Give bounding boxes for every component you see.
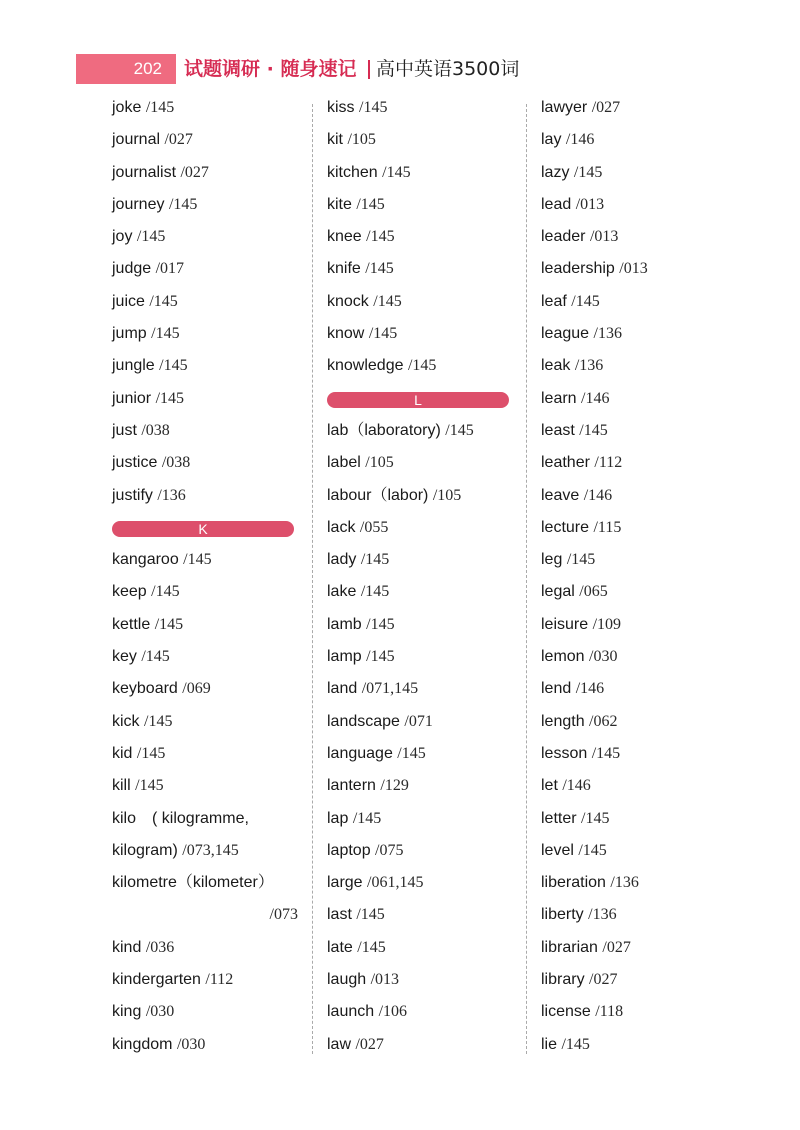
page-reference: /105 [432,486,462,504]
vocab-word: kitchen [327,163,378,181]
vocab-word: lake [327,583,357,601]
page-reference: /146 [583,486,613,504]
vocab-word: judge [112,260,152,278]
page-reference: /055 [359,518,389,536]
vocab-entry [327,770,527,802]
page-reference: /036 [145,938,175,956]
vocab-entry [112,932,312,964]
vocab-entry [327,157,527,189]
vocab-word: knowledge [327,357,404,375]
vocab-entry [541,512,741,544]
page-reference: /075 [375,841,404,859]
vocab-entry [327,641,527,673]
page-reference: /073 [269,906,298,924]
vocab-entry [112,318,312,350]
vocab-entry [112,803,312,835]
page-reference: /145 [145,99,175,116]
page-reference: /145 [356,195,385,213]
vocab-entry [112,383,312,415]
vocab-entry [541,286,741,318]
vocab-entry [112,964,312,996]
page-reference: /017 [155,260,185,278]
vocab-word: league [541,325,590,343]
vocab-word: journalist [112,163,177,181]
vocab-word: leave [541,486,580,504]
vocab-word: license [541,1003,591,1021]
page-reference: /145 [573,163,603,181]
vocab-entry [112,576,312,608]
vocab-entry [112,350,312,382]
series-title: 试题调研 · 随身速记 [184,58,357,80]
vocab-word: kite [327,195,352,213]
vocab-word: kangaroo [112,551,179,569]
vocab-entry [112,641,312,673]
page-reference: /145 [154,615,184,633]
page-reference: /013 [619,260,648,278]
vocab-entry [541,770,741,802]
vocab-word: laugh [327,971,367,989]
vocab-entry [327,124,527,156]
page-reference: /145 [566,551,596,569]
page-reference: /145 [151,325,180,343]
page-reference: /027 [164,131,193,149]
vocab-word: kingdom [112,1035,173,1053]
vocab-word: leadership [541,260,615,278]
page-reference: /027 [602,938,631,956]
vocab-entry [327,738,527,770]
vocab-word: lantern [327,777,376,795]
page-reference: /136 [593,325,622,343]
vocab-entry [327,318,527,350]
vocab-entry [541,253,741,285]
vocab-word: lazy [541,163,570,181]
page-reference: /065 [579,583,608,601]
page-reference: /145 [359,99,388,116]
page-reference: /030 [589,648,618,666]
page-reference: /145 [407,357,437,375]
vocab-entry [541,996,741,1028]
vocab-entry [541,189,741,221]
vocab-entry [327,221,527,253]
vocab-word: key [112,648,137,666]
vocab-word: lady [327,551,357,569]
vocab-word: keep [112,583,147,601]
vocab-entry [327,932,527,964]
vocab-entry [112,157,312,189]
vocab-word: journal [112,131,161,149]
page-reference: /145 [571,292,600,310]
vocab-entry [327,609,527,641]
vocab-entry [112,286,312,318]
page-reference: /145 [561,1035,590,1053]
page-reference: /073,145 [182,841,239,859]
page-reference: /146 [562,777,591,795]
page-reference: /118 [595,1003,624,1021]
page-reference: /145 [360,583,390,601]
vocab-word: liberation [541,874,606,892]
vocab-word: joke [112,99,142,116]
vocab-word: kill [112,777,131,795]
page-reference: /136 [574,357,604,375]
page-reference: /145 [365,260,394,278]
letter-heading-bar: L [327,392,509,408]
vocab-word: lamb [327,615,362,633]
vocab-entry [541,835,741,867]
vocab-entry [541,1029,741,1061]
page-reference: /112 [594,454,623,472]
page-reference: /145 [144,712,173,730]
vocab-entry [541,92,741,124]
letter-heading-bar: K [112,521,294,537]
page-reference: /145 [445,421,474,439]
vocab-word: lead [541,195,572,213]
vocab-entry [112,673,312,705]
page-reference: /145 [159,357,188,375]
vocab-word: just [112,421,137,439]
page-reference: /027 [355,1035,384,1053]
vocab-word: kilo ( kilogramme, [112,809,249,827]
vocab-entry [327,1029,527,1061]
book-title: 高中英语3500词 [376,58,520,80]
vocab-word: kid [112,744,133,762]
vocab-entry [541,673,741,705]
page-reference: /145 [579,421,608,439]
page-reference: /145 [357,938,386,956]
page-reference: /106 [378,1003,408,1021]
page-reference: /145 [373,292,402,310]
vocab-entry [112,770,312,802]
column-divider [312,104,313,1054]
vocab-entry [541,706,741,738]
vocab-entry [327,803,527,835]
page-reference: /145 [366,648,395,666]
vocab-word: leisure [541,615,589,633]
vocab-entry [541,318,741,350]
vocab-entry [541,576,741,608]
vocab-entry [541,350,741,382]
page-reference: /109 [592,615,622,633]
vocab-entry [112,899,312,931]
vocab-word: late [327,938,353,956]
page-reference: /038 [161,454,191,472]
page-number: 202 [133,59,162,78]
vocab-entry [112,609,312,641]
vocab-word: language [327,744,393,762]
vocab-word: jump [112,325,147,343]
page-reference: /105 [347,131,376,149]
vocab-entry [327,835,527,867]
page-reference: /145 [136,228,166,246]
page-reference: /136 [610,874,639,892]
vocab-entry [327,253,527,285]
vocab-word: knee [327,228,362,246]
vocab-entry [541,899,741,931]
vocab-entry [541,867,741,899]
vocab-word: least [541,421,575,439]
vocab-entry [327,447,527,479]
vocab-word: lab（laboratory) [327,421,441,439]
vocab-entry [541,964,741,996]
vocab-entry [327,544,527,576]
page-reference: /145 [356,906,385,924]
vocab-word: level [541,841,574,859]
page-reference: /030 [145,1003,175,1021]
vocab-word: leak [541,357,571,375]
vocab-entry [541,415,741,447]
vocab-entry [541,124,741,156]
word-column-3 [541,92,741,1061]
page-reference: /062 [589,712,618,730]
vocab-entry [112,253,312,285]
page-reference: /145 [581,809,610,827]
vocab-entry [112,867,312,899]
vocab-word: leader [541,228,586,246]
page-header [76,54,636,84]
vocab-word: justice [112,454,158,472]
vocab-word: liberty [541,906,584,924]
page-reference: /069 [182,680,211,698]
vocab-word: kilometre（kilometer） [112,874,274,892]
page-reference: /112 [205,971,234,989]
vocab-entry [327,480,527,512]
vocab-word: library [541,971,585,989]
vocab-word: juice [112,292,145,310]
vocab-entry [541,157,741,189]
vocab-word: large [327,874,363,892]
page-reference: /013 [589,228,619,246]
vocab-word: king [112,1003,142,1021]
vocab-entry [327,350,527,382]
vocab-word: length [541,712,585,730]
vocab-word: jungle [112,357,155,375]
vocab-entry [112,1029,312,1061]
page-reference: /071 [404,712,433,730]
vocab-word: librarian [541,938,598,956]
vocab-word: last [327,906,352,924]
page-reference: /145 [360,551,390,569]
vocab-entry [541,383,741,415]
page-reference: /146 [581,389,610,407]
vocab-entry [112,447,312,479]
vocab-entry [112,544,312,576]
page-reference: /145 [149,292,178,310]
vocab-word: lamp [327,648,362,666]
vocab-word: kiss [327,99,355,116]
vocab-entry [541,641,741,673]
page-reference: /136 [588,906,617,924]
vocab-entry [541,932,741,964]
word-column-1 [112,92,312,1061]
vocab-entry [327,899,527,931]
vocab-word: legal [541,583,575,601]
vocab-word: kettle [112,615,151,633]
page-reference: /013 [370,971,400,989]
vocab-word: lend [541,680,572,698]
vocab-word: lay [541,131,562,149]
vocab-entry [541,221,741,253]
letter-section-header [112,512,312,544]
vocab-word: lesson [541,744,588,762]
page-reference: /145 [141,648,170,666]
page-reference: /145 [591,744,621,762]
vocab-entry [541,738,741,770]
vocab-word: knock [327,292,369,310]
vocab-word: lie [541,1035,558,1053]
page-reference: /061,145 [367,874,424,892]
page-reference: /136 [157,486,186,504]
page-reference: /105 [365,454,394,472]
page-reference: /013 [575,195,605,213]
vocab-word: keyboard [112,680,178,698]
vocab-entry [327,92,527,124]
vocab-entry [327,286,527,318]
vocab-entry [541,803,741,835]
vocab-word: lack [327,518,356,536]
vocab-entry [112,480,312,512]
page-reference: /145 [151,583,180,601]
vocab-entry [112,738,312,770]
page-reference: /145 [135,777,164,795]
vocab-word: labour（labor) [327,486,429,504]
vocab-word: leather [541,454,590,472]
vocab-entry [112,189,312,221]
vocab-entry [327,576,527,608]
vocab-entry [541,447,741,479]
page-reference: /027 [591,99,621,116]
vocab-word: let [541,777,558,795]
page-reference: /027 [589,971,618,989]
vocab-entry [112,996,312,1028]
page-reference: /145 [155,389,185,407]
vocab-entry [112,706,312,738]
page-reference: /027 [180,163,209,181]
vocab-word: land [327,680,358,698]
vocab-entry [112,221,312,253]
vocab-word: joy [112,228,133,246]
vocab-entry [327,673,527,705]
vocab-word: lemon [541,648,585,666]
vocab-word: journey [112,195,165,213]
page-reference: /071,145 [361,680,419,698]
title-separator [368,60,370,79]
page-reference: /145 [382,163,411,181]
letter-section-header [327,383,527,415]
vocab-entry [327,996,527,1028]
page-reference: /145 [168,195,198,213]
page-reference: /145 [183,551,212,569]
vocab-entry [112,92,312,124]
vocab-entry [541,609,741,641]
page-reference: /145 [397,744,426,762]
vocab-word: lap [327,809,349,827]
vocab-entry [327,867,527,899]
page-reference: /115 [593,518,622,536]
vocab-word: kind [112,938,142,956]
vocab-entry [327,189,527,221]
page-reference: /145 [578,841,607,859]
vocab-word: knife [327,260,361,278]
vocab-entry [327,706,527,738]
vocab-entry [327,415,527,447]
vocab-entry [327,512,527,544]
page-reference: /038 [141,421,170,439]
word-column-2 [327,92,527,1061]
vocab-word: justify [112,486,153,504]
vocab-word: letter [541,809,577,827]
vocab-word: know [327,325,365,343]
vocab-word: lecture [541,518,590,536]
page-reference: /145 [136,744,166,762]
vocab-word: kindergarten [112,971,201,989]
page-reference: /145 [366,228,395,246]
vocab-word: junior [112,389,152,407]
page-reference: /129 [380,777,409,795]
vocab-word: leg [541,551,563,569]
vocab-word: kilogram) [112,841,178,859]
page-reference: /030 [176,1035,206,1053]
vocab-word: landscape [327,712,400,730]
vocab-entry [112,124,312,156]
page-reference: /146 [565,131,595,149]
vocab-word: learn [541,389,577,407]
vocab-entry [112,835,312,867]
page-reference: /145 [366,615,395,633]
vocab-word: leaf [541,292,567,310]
page-reference: /145 [352,809,382,827]
page-reference: /146 [575,680,605,698]
vocab-entry [112,415,312,447]
column-divider [526,104,527,1054]
vocab-word: launch [327,1003,375,1021]
vocab-word: kit [327,131,343,149]
vocab-word: label [327,454,361,472]
vocab-word: law [327,1035,352,1053]
vocab-word: kick [112,712,140,730]
vocab-entry [541,544,741,576]
vocab-word: laptop [327,841,371,859]
vocab-word: lawyer [541,99,588,116]
page-reference: /145 [368,325,398,343]
vocab-entry [541,480,741,512]
vocab-entry [327,964,527,996]
